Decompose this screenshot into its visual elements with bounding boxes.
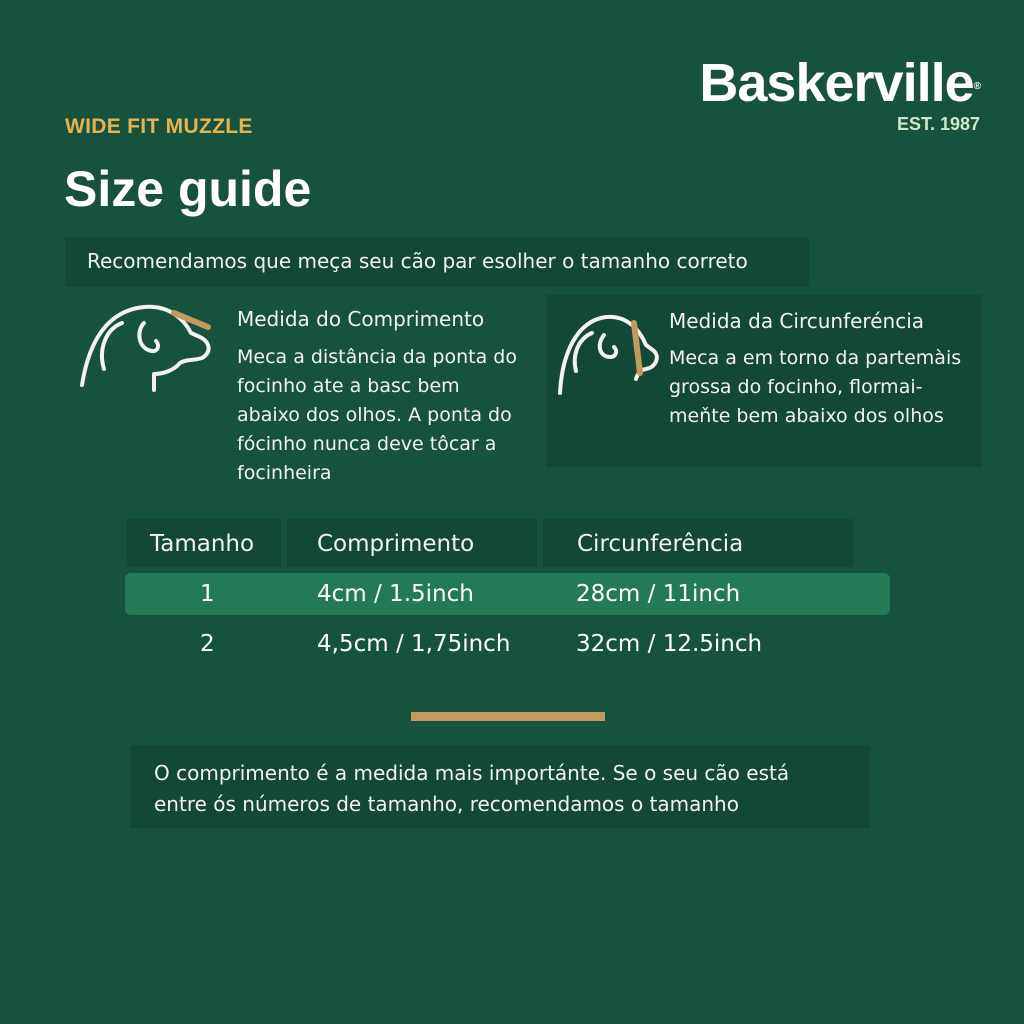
page-title: Size guide <box>64 161 312 217</box>
cell-size: 1 <box>200 581 215 607</box>
brand-name: Baskerville <box>699 53 974 113</box>
registered-mark: ® <box>973 81 980 92</box>
product-kicker: WIDE FIT MUZZLE <box>65 115 253 138</box>
dog-head-length-icon <box>74 297 214 397</box>
brand-logo <box>699 54 980 134</box>
cell-length: 4cm / 1.5inch <box>317 581 474 607</box>
cell-length: 4,5cm / 1,75inch <box>317 631 511 657</box>
cell-circumference: 32cm / 12.5inch <box>576 631 763 657</box>
brand-established: EST. 1987 <box>896 114 980 134</box>
length-card-title: Medida do Comprimento <box>237 307 485 331</box>
length-card-text: Meca a distância da ponta do focinho ate a basc bem abaixo dos olhos. A ponta do fócinho nunca deve tôcar a focinheira <box>237 346 517 484</box>
divider <box>411 712 605 721</box>
intro-banner: Recomendamos que meça seu cão par esolher o tamanho correto <box>65 237 809 287</box>
header-length: Comprimento <box>287 519 537 567</box>
circumference-card-text: Meca a em torno da partemàis grossa do focinho, flormai- meňte bem abaixo dos olhos <box>669 347 962 427</box>
table-row <box>125 623 890 665</box>
sizing-note: O comprimento é a medida mais importánte. Se o seu cão está entre ós números de tamanho, recomendamos o tamanho <box>130 745 870 828</box>
table-row <box>125 573 890 615</box>
dog-head-circumference-icon <box>550 309 660 399</box>
header-size: Tamanho <box>127 519 281 567</box>
circumference-card-title: Medida da Circunferéncia <box>669 309 924 333</box>
header-circumference: Circunferência <box>543 519 853 567</box>
circumference-card <box>546 295 982 467</box>
cell-circumference: 28cm / 11inch <box>576 581 741 607</box>
cell-size: 2 <box>200 631 215 657</box>
length-card <box>70 295 530 495</box>
